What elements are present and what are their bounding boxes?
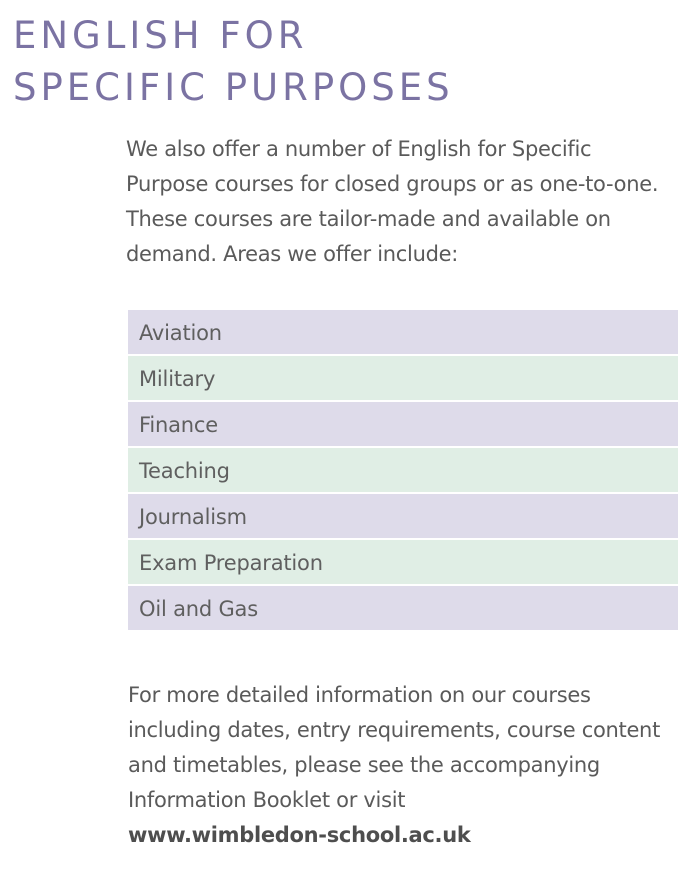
area-item-aviation: Aviation [128, 310, 678, 354]
outro-text: For more detailed information on our courses including dates, entry requirements, course content and timetables, please see the accompanying Information Booklet or visit [128, 683, 661, 812]
area-item-military: Military [128, 356, 678, 400]
page-title-line-2: SPECIFIC PURPOSES [13, 66, 454, 109]
area-item-teaching: Teaching [128, 448, 678, 492]
website-link[interactable]: www.wimbledon-school.ac.uk [128, 823, 471, 847]
areas-list [128, 310, 678, 632]
intro-paragraph: We also offer a number of English for Specific Purpose courses for closed groups or as one-to-one. These courses are tailor-made and available on demand. Areas we offer include: [126, 137, 659, 266]
area-item-oil-and-gas: Oil and Gas [128, 586, 678, 630]
area-item-finance: Finance [128, 402, 678, 446]
page-title-line-1: ENGLISH FOR [13, 14, 308, 57]
area-item-exam-preparation: Exam Preparation [128, 540, 678, 584]
page-title [13, 10, 454, 114]
outro-paragraph [128, 678, 668, 853]
area-item-journalism: Journalism [128, 494, 678, 538]
